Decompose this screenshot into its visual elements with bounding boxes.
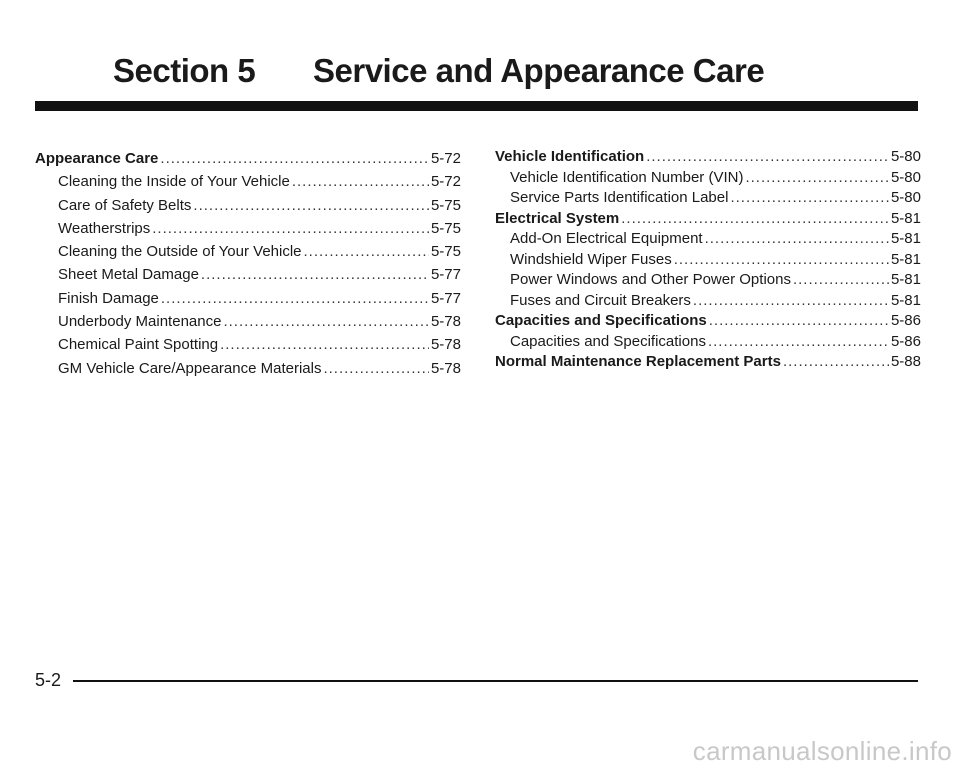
toc-entry-page: 5-80 [890, 168, 921, 186]
toc-entry-capacities-specs-sub[interactable] [495, 332, 921, 353]
toc-entry-page: 5-80 [890, 189, 921, 206]
toc-leader-dots [674, 250, 889, 271]
toc-entry-electrical-system[interactable] [495, 209, 921, 230]
toc-entry-page: 5-77 [430, 289, 461, 307]
toc-entry-page: 5-88 [890, 353, 921, 370]
toc-entry-label: Electrical System [495, 209, 620, 227]
toc-entry-label: Cleaning the Outside of Your Vehicle [58, 243, 302, 261]
toc-entry-finish-damage[interactable] [35, 287, 461, 310]
toc-entry-page: 5-72 [430, 150, 461, 167]
toc-entry-label: Vehicle Identification Number (VIN) [510, 168, 744, 186]
toc-entry-cleaning-inside[interactable] [35, 170, 461, 193]
toc-entry-page: 5-81 [890, 209, 921, 227]
toc-entry-appearance-care[interactable] [35, 147, 461, 170]
toc-entry-label: Weatherstrips [58, 219, 151, 237]
toc-leader-dots [304, 240, 429, 263]
toc-entry-page: 5-75 [430, 243, 461, 261]
toc-entry-page: 5-86 [890, 332, 921, 350]
toc-leader-dots [152, 217, 429, 240]
watermark: carmanualsonline.info [692, 736, 952, 766]
toc-entry-gm-vehicle-care-materials[interactable] [35, 357, 461, 380]
toc-leader-dots [201, 263, 429, 286]
toc-entry-label: Cleaning the Inside of Your Vehicle [58, 173, 290, 191]
toc-entry-underbody-maintenance[interactable] [35, 310, 461, 333]
toc-entry-label: Capacities and Specifications [510, 332, 706, 350]
toc-left-column [35, 147, 461, 380]
toc-entry-weatherstrips[interactable] [35, 217, 461, 240]
toc-entry-capacities-specs[interactable] [495, 311, 921, 332]
toc-entry-label: Capacities and Specifications [495, 312, 707, 329]
toc-entry-fuses-breakers[interactable] [495, 291, 921, 312]
toc-leader-dots [292, 170, 429, 193]
toc-leader-dots [705, 229, 889, 250]
toc-leader-dots [646, 147, 889, 168]
toc-leader-dots [745, 168, 889, 189]
toc-entry-label: Add-On Electrical Equipment [510, 230, 703, 247]
toc-leader-dots [621, 209, 889, 230]
toc-entry-label: GM Vehicle Care/Appearance Materials [58, 359, 322, 377]
toc-entry-chemical-paint-spotting[interactable] [35, 333, 461, 356]
toc-entry-page: 5-77 [430, 266, 461, 284]
toc-entry-care-of-safety-belts[interactable] [35, 194, 461, 217]
toc-leader-dots [223, 310, 429, 333]
page-number: 5-2 [35, 670, 62, 690]
toc-entry-label: Care of Safety Belts [58, 196, 192, 214]
toc-entry-label: Chemical Paint Spotting [58, 336, 219, 354]
toc-entry-label: Underbody Maintenance [58, 313, 222, 331]
toc-entry-label: Vehicle Identification [495, 148, 645, 165]
section-label: Section 5 [113, 52, 256, 89]
toc-entry-maintenance-parts[interactable] [495, 352, 921, 373]
toc-entry-label: Service Parts Identification Label [510, 189, 729, 206]
toc-entry-page: 5-81 [890, 271, 921, 288]
toc-leader-dots [323, 357, 429, 380]
toc-entry-page: 5-72 [430, 173, 461, 191]
toc-entry-label: Windshield Wiper Fuses [510, 250, 672, 268]
section-title: Service and Appearance Care [313, 52, 765, 89]
toc-entry-service-parts-label[interactable] [495, 188, 921, 209]
toc-entry-page: 5-80 [890, 148, 921, 165]
toc-entry-vehicle-identification[interactable] [495, 147, 921, 168]
toc-entry-label: Sheet Metal Damage [58, 266, 199, 284]
toc-entry-power-windows[interactable] [495, 270, 921, 291]
toc-leader-dots [730, 188, 889, 209]
toc-entry-wiper-fuses[interactable] [495, 250, 921, 271]
toc-leader-dots [793, 270, 889, 291]
header-rule [35, 101, 918, 111]
toc-entry-add-on-electrical[interactable] [495, 229, 921, 250]
toc-leader-dots [693, 291, 889, 312]
toc-entry-label: Finish Damage [58, 289, 159, 307]
toc-leader-dots [193, 194, 429, 217]
toc-entry-page: 5-75 [430, 219, 461, 237]
toc-entry-cleaning-outside[interactable] [35, 240, 461, 263]
toc-entry-label: Appearance Care [35, 150, 159, 167]
toc-right-column [495, 147, 921, 373]
footer-rule [73, 680, 918, 682]
toc-entry-sheet-metal-damage[interactable] [35, 263, 461, 286]
toc-entry-label: Power Windows and Other Power Options [510, 271, 791, 288]
toc-entry-page: 5-81 [890, 291, 921, 309]
toc-entry-label: Normal Maintenance Replacement Parts [495, 353, 781, 370]
toc-entry-page: 5-78 [430, 336, 461, 354]
toc-entry-page: 5-86 [890, 312, 921, 329]
toc-entry-page: 5-78 [430, 359, 461, 377]
toc-leader-dots [161, 287, 429, 310]
toc-entry-page: 5-81 [890, 230, 921, 247]
toc-entry-page: 5-75 [430, 196, 461, 214]
section-header [113, 52, 873, 102]
toc-leader-dots [709, 311, 889, 332]
toc-entry-label: Fuses and Circuit Breakers [510, 291, 691, 309]
toc-leader-dots [220, 333, 429, 356]
toc-entry-vin[interactable] [495, 168, 921, 189]
toc-entry-page: 5-78 [430, 313, 461, 331]
toc-leader-dots [160, 147, 429, 170]
toc-entry-page: 5-81 [890, 250, 921, 268]
toc-leader-dots [708, 332, 889, 353]
toc-leader-dots [783, 352, 889, 373]
